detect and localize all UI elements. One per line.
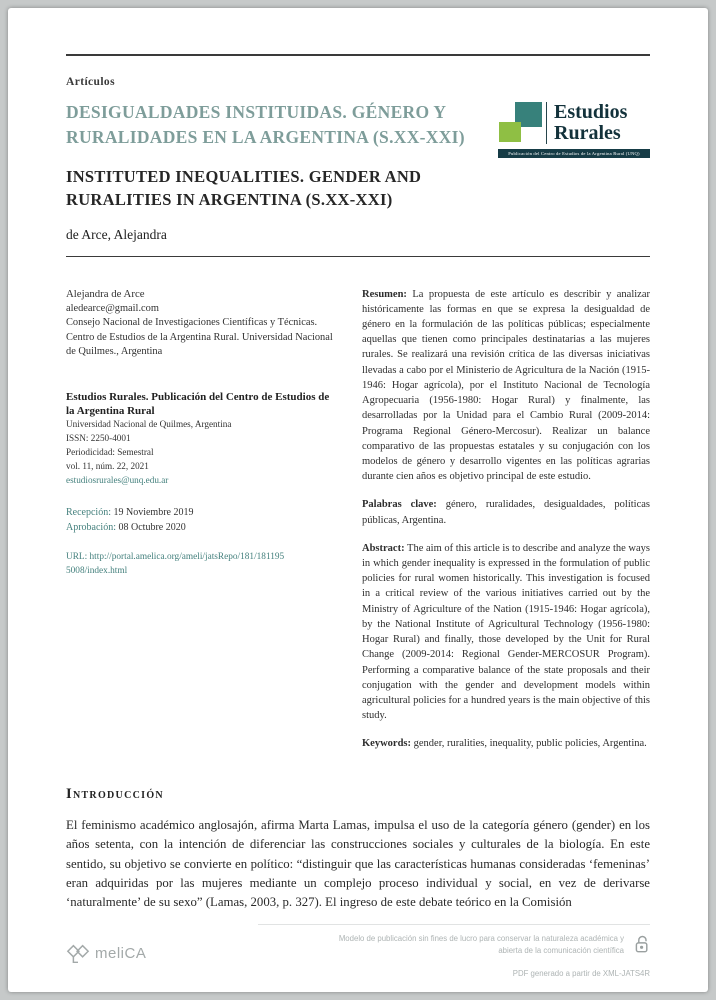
journal-issn: ISSN: 2250-4001 bbox=[66, 433, 131, 444]
page-footer bbox=[66, 924, 650, 978]
footer-note: Modelo de publicación sin fines de lucro para conservar la naturaleza académica y abierta de la comunicación científica bbox=[338, 933, 624, 955]
palabras-clave-text: género, ruralidades, desigualdades, políticas públicas, Argentina. bbox=[362, 499, 650, 526]
metadata-left-column bbox=[66, 287, 338, 752]
palabras-clave-paragraph bbox=[362, 497, 650, 527]
reception-label: Recepción: bbox=[66, 507, 111, 519]
keywords-text: gender, ruralities, inequality, public policies, Argentina. bbox=[413, 738, 647, 750]
journal-logo-wordmark bbox=[546, 102, 627, 144]
journal-logo-caption: Publicación del Centro de Estudios de la Argentina Rural (UNQ) bbox=[498, 149, 650, 158]
footer-note-row bbox=[258, 933, 650, 957]
journal-logo-top bbox=[498, 100, 650, 146]
open-access-lock-icon bbox=[634, 934, 650, 955]
resumen-label: Resumen: bbox=[362, 288, 407, 300]
approval-value: 08 Octubre 2020 bbox=[118, 522, 186, 534]
article-url-link[interactable]: http://portal.amelica.org/ameli/jatsRepo/181/1811955008/index.html bbox=[66, 552, 285, 576]
header-divider bbox=[66, 256, 650, 257]
header bbox=[66, 76, 650, 243]
footer-right bbox=[258, 924, 650, 978]
palabras-clave-label: Palabras clave: bbox=[362, 499, 437, 511]
amelica-wordmark: meliCA bbox=[95, 945, 147, 963]
approval-label: Aprobación: bbox=[66, 522, 116, 534]
abstracts-column bbox=[362, 287, 650, 752]
journal-title: Estudios Rurales. Publicación del Centro de Estudios de la Argentina Rural bbox=[66, 390, 330, 418]
amelica-logo-icon bbox=[66, 942, 90, 966]
author-name: de Arce, Alejandra bbox=[66, 226, 167, 242]
journal-publisher: Universidad Nacional de Quilmes, Argentina bbox=[66, 419, 232, 430]
header-left bbox=[66, 76, 498, 243]
journal-email-link[interactable]: estudiosrurales@unq.edu.ar bbox=[66, 474, 169, 485]
document-page bbox=[8, 8, 708, 992]
journal-volume: vol. 11, núm. 22, 2021 bbox=[66, 460, 149, 471]
abstract-label: Abstract: bbox=[362, 542, 405, 554]
article-title-es: DESIGUALDADES INSTITUIDAS. GÉNERO Y RURALIDADES EN LA ARGENTINA (S.XX-XXI) bbox=[66, 102, 465, 147]
contact-affiliation: Consejo Nacional de Investigaciones Científicas y Técnicas. Centro de Estudios de la Argentina Rural. Universidad Nacional de Quilmes., Argentina bbox=[66, 317, 333, 358]
footer-generated-note: PDF generado a partir de XML-JATS4R bbox=[512, 969, 650, 978]
reception-value: 19 Noviembre 2019 bbox=[113, 507, 194, 519]
journal-logo-line1: Estudios bbox=[554, 101, 628, 123]
keywords-paragraph bbox=[362, 736, 650, 751]
contact-block bbox=[66, 287, 338, 360]
dates-block bbox=[66, 505, 338, 535]
journal-logo-line2: Rurales bbox=[554, 122, 621, 144]
resumen-text: La propuesta de este artículo es describir y analizar históricamente las formas en que se expresa la desigualdad de género en la formulación de las políticas públicas; especialmente aquellas que tienen como principales destinatarias a las mujeres rurales. Se realizará una revisión crítica de las diversas iniciativas llevadas a cabo por el Ministerio de Agricultura de la Nación (1915-1946: Hogar agrícola), por el Instituto Nacional de Tecnología Agropecuaria (1956-1980: Hogar Rural) y finalmente, las desarrolladas por la Unidad para el Cambio Rural (2009-2014: Programa Regional Género-Mercosur). Realizar un balance comparativo de las propuestas estatales y su conjugación con los modelos de género y desarrollo vigentes en las políticas agrarias durante cien años es objetivo principal de este estudio. bbox=[362, 288, 650, 483]
section-heading-introduccion: Introducción bbox=[66, 785, 164, 802]
url-label: URL: bbox=[66, 552, 88, 563]
article-url-block bbox=[66, 551, 286, 578]
section-label: Artículos bbox=[66, 76, 115, 88]
journal-periodicity: Periodicidad: Semestral bbox=[66, 447, 154, 458]
contact-author-name: Alejandra de Arce bbox=[66, 287, 145, 300]
body-paragraph: El feminismo académico anglosajón, afirma Marta Lamas, impulsa el uso de la categoría género (gender) en los años setenta, con la intención de diferenciar las construcciones sociales y culturales de la biología. En este sentido, su objetivo se convierte en político: “distinguir que las características humanas consideradas ‘femeninas’ eran adquiridas por las mujeres mediante un complejo proceso individual y social, en vez de derivarse ‘naturalmente’ de su sexo” (Lamas, 2003, p. 327). El ingreso de este debate teórico en la Comisión bbox=[66, 817, 650, 910]
contact-email-link[interactable]: aledearce@gmail.com bbox=[66, 302, 159, 314]
keywords-label: Keywords: bbox=[362, 738, 411, 750]
article-title-en: INSTITUTED INEQUALITIES. GENDER AND RURALITIES IN ARGENTINA (S.XX-XXI) bbox=[66, 166, 422, 210]
approval-date-line bbox=[66, 520, 338, 535]
abstract-text: The aim of this article is to describe and analyze the ways in which gender inequality is expressed in the formulation of public policies for rural women historically. This investigation is focused in a critical review of the various initiatives carried out by the Ministry of Agriculture of the Nation (1915-1946: Hogar agrícola), by the National Institute of Agricultural Technology (1956-1980: Hogar Rural) and finally, those developed by the Unit for Rural Change (2009-2014: Regional Gender-MERCOSUR Program). Performing a comparative balance of the state proposals and their conjugation with the gender and development models within agricultural policies for a hundred years is the main objective of this study. bbox=[362, 542, 651, 722]
journal-logo-icon bbox=[498, 100, 544, 146]
top-rule bbox=[66, 54, 650, 56]
journal-info-block bbox=[66, 390, 338, 488]
logo-green-square bbox=[499, 122, 521, 142]
metadata-columns bbox=[66, 287, 650, 752]
abstract-paragraph bbox=[362, 541, 650, 724]
amelica-logo bbox=[66, 942, 146, 966]
reception-date-line bbox=[66, 505, 338, 520]
journal-logo bbox=[498, 100, 650, 243]
resumen-paragraph bbox=[362, 287, 650, 485]
